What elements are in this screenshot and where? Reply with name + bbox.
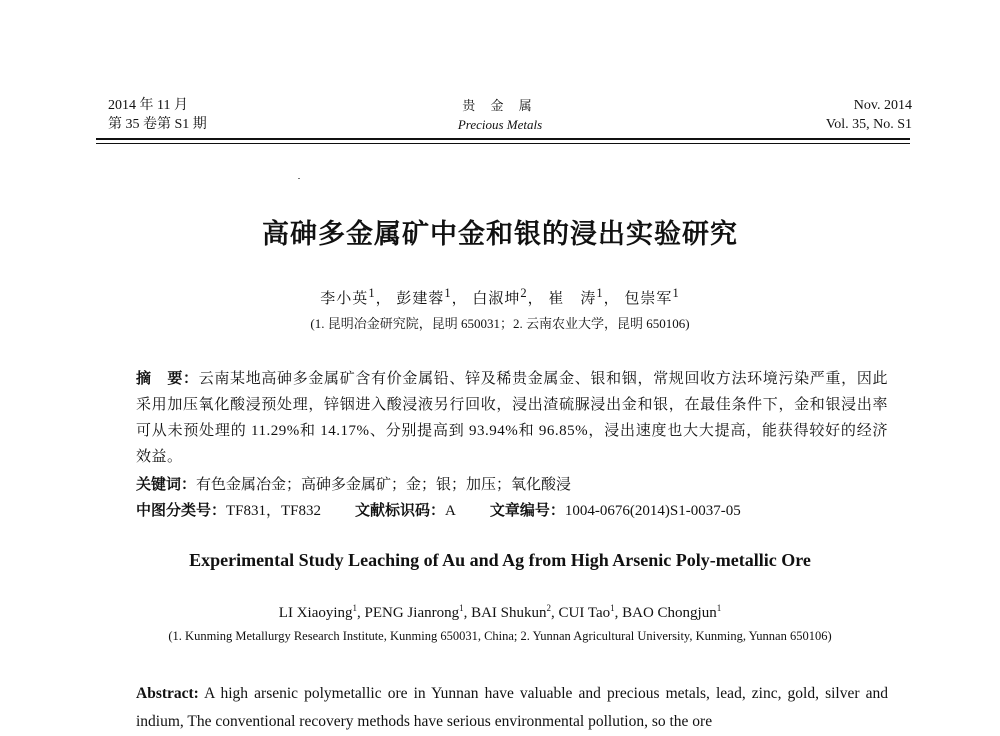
abstract-zh [136,365,888,470]
affiliation-en: (1. Kunming Metallurgy Research Institute, Kunming 650031, China; 2. Yunnan Agricultural University, Kunming, Yunnan 650106) [168,629,832,643]
author-affil-marker: 1 [716,603,722,613]
author-affil-marker: 1 [672,286,680,300]
author-affil-marker: 1 [610,603,615,613]
author-affil-marker: 2 [520,286,528,300]
author-affil-marker: 1 [459,603,464,613]
keywords-label-zh: 关键词： [136,475,197,493]
author-affil-marker: 1 [368,286,376,300]
author-name: PENG Jianrong [364,605,460,621]
author-name: CUI Tao [558,605,611,621]
abstract-label-en: Abstract: [136,685,199,702]
clc-value: TF831，TF832 [226,503,322,519]
volume-zh: 第 35 卷第 S1 期 [108,117,207,132]
header-right [826,96,912,134]
author-list-en: LI Xiaoying$^1$, PENG Jianrong$^1$, BAI Shukun$^2$, CUI Tao$^1$, BAO Chongjun$^1$ [278,603,722,621]
author-name: 白淑坤 [472,291,521,307]
journal-name-zh: 贵 金 属 [462,98,538,113]
issue-date-en: Nov. 2014 [853,98,912,113]
keywords-text-zh: 有色金属冶金；高砷多金属矿；金；银；加压；氧化酸浸 [196,477,572,493]
keywords-zh [136,471,571,498]
abstract-text-zh: 云南某地高砷多金属矿含有价金属铅、锌及稀贵金属金、银和铟，常规回收方法环境污染严重，因此采用加压氧化酸浸预处理，锌铟进入酸浸液另行回收，浸出渣硫脲浸出金和银，在最佳条件下，金和银浸出率可从未预处理的 11.29%和 14.17%、分别提高到 93.94%和 96.85%，浸出速度也大大提高，能获得较好的经济效益。 [136,371,888,465]
affiliation-zh: (1. 昆明冶金研究院，昆明 650031；2. 云南农业大学，昆明 650106) [310,316,690,331]
doc-code-value: A [445,503,456,519]
abstract-en [136,680,888,736]
abstract-text-en: A high arsenic polymetallic ore in Yunnan have valuable and precious metals, lead, zinc, gold, silver and indium, The conventional recovery methods have serious environmental pollution, so the ore [136,685,888,730]
classification-line [136,497,741,524]
doc-code-label: 文献标识码： [355,501,446,519]
author-name: 包崇军 [624,291,673,307]
author-name: BAO Chongjun [622,605,717,621]
abstract-label-zh: 摘 要： [136,369,199,387]
author-affil-marker: 1 [596,286,604,300]
header-rule-thick [96,138,910,140]
author-name: LI Xiaoying [278,605,353,621]
issue-date-zh: 2014 年 11 月 [108,98,188,113]
volume-en: Vol. 35, No. S1 [825,117,912,132]
author-name: 崔 涛 [548,291,597,307]
article-number-value: 1004-0676(2014)S1-0037-05 [564,503,741,519]
author-name: BAI Shukun [471,605,547,621]
paper-title-en: Experimental Study Leaching of Au and Ag from High Arsenic Poly-metallic Ore [189,550,811,570]
author-name: 彭建蓉 [396,291,445,307]
clc-label: 中图分类号： [136,501,227,519]
author-affil-marker: 1 [352,603,358,613]
author-name: 李小英 [320,291,369,307]
article-number-label: 文章编号： [489,501,565,519]
author-affil-marker: 2 [546,603,552,613]
paper-title-zh: 高砷多金属矿中金和银的浸出实验研究 [262,219,738,250]
author-list-zh: 李小英$^1$， 彭建蓉$^1$， 白淑坤$^2$， 崔 涛$^1$， 包崇军$^1$ [320,286,680,307]
scan-speck [298,178,300,179]
journal-name-en: Precious Metals [457,117,543,132]
header-rule-thin [96,143,910,144]
author-affil-marker: 1 [444,286,452,300]
